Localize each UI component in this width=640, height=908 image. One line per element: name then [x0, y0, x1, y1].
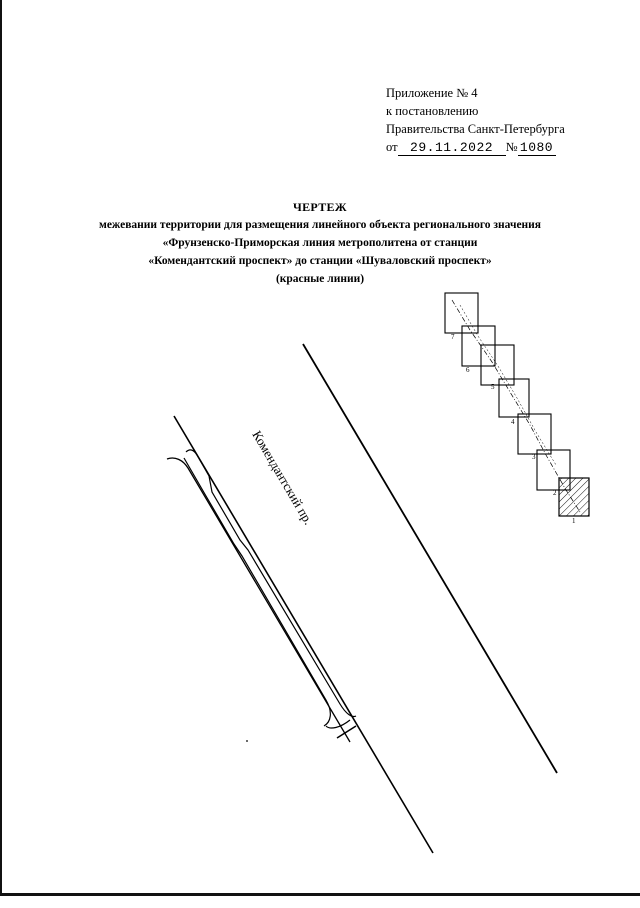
sheet-number-2: 2	[553, 489, 557, 497]
resolution-date: 29.11.2022	[398, 141, 506, 156]
sheet-key-map	[445, 293, 589, 525]
sheet-number-5: 5	[491, 383, 495, 391]
drawing-heading: ЧЕРТЕЖ	[293, 200, 347, 214]
survey-dot	[246, 740, 248, 742]
appendix-line-1: Приложение № 4	[386, 86, 478, 100]
road-edge-outer	[167, 458, 350, 742]
sheet-number-6: 6	[466, 366, 470, 374]
resolution-number: 1080	[518, 141, 556, 156]
sheet-number-4: 4	[511, 418, 515, 426]
title-line-2: «Фрунзенско-Приморская линия метрополитена от станции	[162, 237, 478, 249]
number-prefix: №	[505, 140, 518, 154]
title-line-4: (красные линии)	[275, 273, 365, 285]
red-line-right	[303, 344, 557, 773]
red-line-left	[174, 416, 433, 853]
service-road-outline-a	[186, 450, 356, 717]
sheets-axis-line	[452, 300, 580, 512]
sheet-number-3: 3	[532, 453, 536, 461]
title-line-3: «Комендантский проспект» до станции «Шуваловский проспект»	[148, 255, 492, 267]
appendix-line-3: Правительства Санкт-Петербурга	[386, 122, 565, 136]
street-label: Комендантский пр.	[249, 427, 317, 528]
sheet-1-highlighted	[559, 478, 589, 516]
appendix-line-2: к постановлению	[386, 104, 479, 118]
date-prefix: от	[386, 140, 398, 154]
title-line-1: межевании территории для размещения линейного объекта регионального значения	[98, 219, 542, 231]
sheet-number-1: 1	[572, 517, 576, 525]
sheet-number-7: 7	[451, 333, 455, 341]
